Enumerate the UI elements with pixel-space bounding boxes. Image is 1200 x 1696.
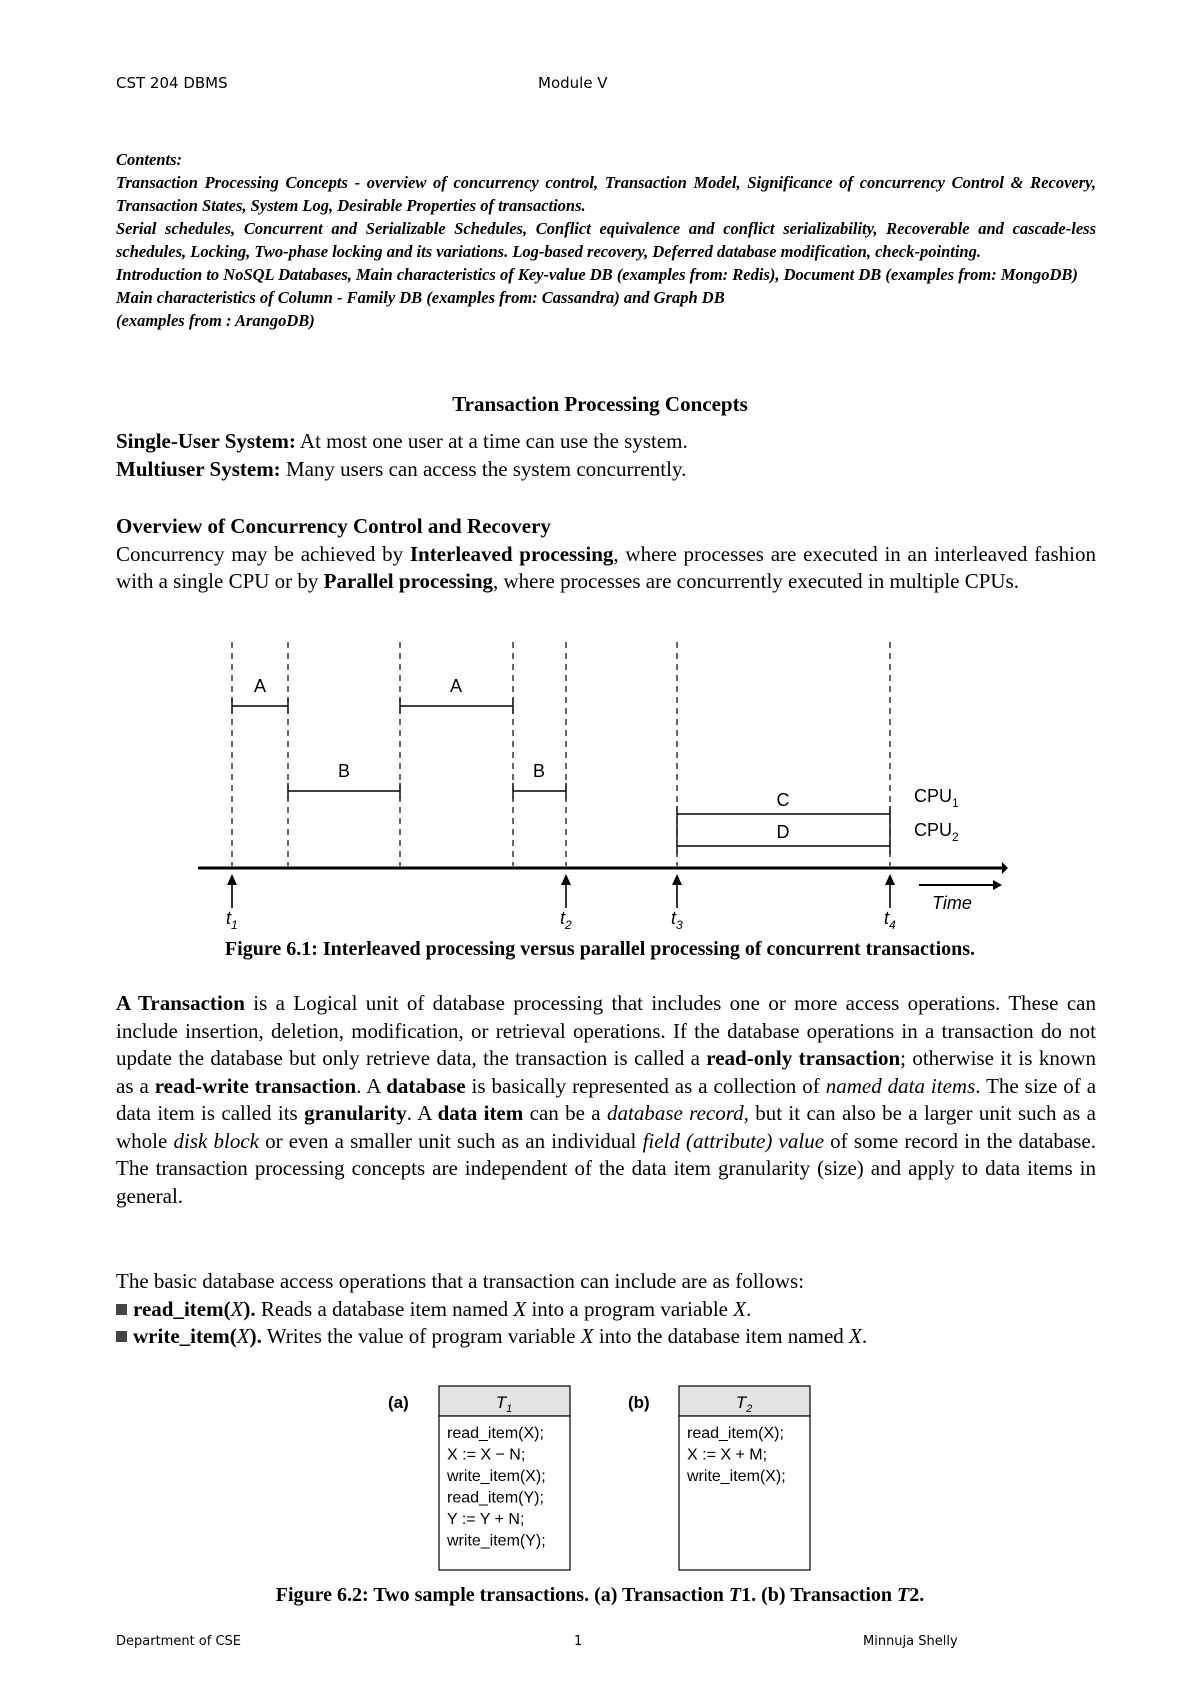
contents-item-4: Main characteristics of Column - Family DB (examples from: Cassandra) and Graph DB <box>116 288 725 307</box>
code-line: X := X − N; <box>447 1446 526 1464</box>
read-item-operation: read_item(X). Reads a database item named X into a program variable X. <box>116 1296 1096 1324</box>
t2-header: $T_2$ <box>735 1393 753 1415</box>
write-item-operation: write_item(X). Writes the value of program variable X into the database item named X. <box>116 1323 1096 1351</box>
code-line: write_item(Y); <box>447 1532 546 1550</box>
overview-section <box>116 513 1096 596</box>
section-title: Transaction Processing Concepts <box>452 392 748 416</box>
header-course: CST 204 DBMS <box>116 74 228 92</box>
bullet-icon <box>116 1304 127 1315</box>
label-t4: $t_4$ <box>884 908 896 932</box>
label-cpu1: $CPU_1$ <box>914 786 959 810</box>
code-line: write_item(X); <box>447 1468 546 1485</box>
single-user-definition: Single-User System: At most one user at a time can use the system. <box>116 429 688 453</box>
label-t1: $t_1$ <box>226 908 238 932</box>
transaction-definition-paragraph: A Transaction is a Logical unit of database processing that includes one or more access operations. These can include insertion, deletion, modification, or retrieval operations. If the database operations in a transaction do not update the database but only retrieve data, the transaction is called a read-only transaction; otherwise it is known as a read-write transaction. A database is basically represented as a collection of named data items. The size of a data item is called its granularity. A data item can be a database record, but it can also be a larger unit such as a whole disk block or even a smaller unit such as an individual field (attribute) value of some record in the database. The transaction processing concepts are independent of the data item granularity (size) and apply to data items in general. <box>116 991 1097 1208</box>
transaction-t1-box <box>439 1386 570 1570</box>
label-t2: $t_2$ <box>560 908 572 932</box>
figure-label-b: (b) <box>628 1393 650 1412</box>
contents-item-1: Transaction Processing Concepts - overview of concurrency control, Transaction Model, Significance of concurrency Control & Recovery, Transaction States, System Log, Desirable Properties of transactions. <box>116 173 1096 215</box>
figure-6-2-caption: Figure 6.2: Two sample transactions. (a) Transaction T1. (b) Transaction T2. <box>275 1584 925 1606</box>
contents-item-5: (examples from : ArangoDB) <box>116 311 315 330</box>
time-guide-lines <box>232 642 890 866</box>
multiuser-definition: Multiuser System: Many users can access the system concurrently. <box>116 456 687 481</box>
label-d: D <box>776 822 790 842</box>
header-module: Module V <box>538 74 608 92</box>
time-axis-arrowhead <box>1002 862 1008 874</box>
label-a-interval-2: A <box>449 676 463 696</box>
code-line: X := X + M; <box>687 1446 768 1464</box>
footer-page-number: 1 <box>574 1634 583 1649</box>
operations-intro: The basic database access operations that a transaction can include are as follows: <box>116 1269 805 1293</box>
contents-item-2: Serial schedules, Concurrent and Serializable Schedules, Conflict equivalence and conflict serializability, Recoverable and cascade-less schedules, Locking, Two-phase locking and its variations. Log-based recovery, Deferred database modification, check-pointing. <box>116 219 1096 261</box>
timestamp-arrows <box>232 880 890 908</box>
label-b-interval-1: B <box>337 761 351 781</box>
figure-label-a: (a) <box>388 1393 409 1412</box>
label-c: C <box>776 790 790 810</box>
contents-label: Contents: <box>116 150 183 169</box>
transaction-t2-box <box>679 1386 810 1570</box>
operations-section <box>116 1268 1096 1351</box>
figure-6-1-caption: Figure 6.1: Interleaved processing versus parallel processing of concurrent transactions. <box>224 938 976 960</box>
label-a-interval-1: A <box>253 676 267 696</box>
code-line: write_item(X); <box>687 1468 786 1485</box>
code-line: read_item(X); <box>687 1425 784 1442</box>
figure-6-2-diagram <box>380 1380 820 1576</box>
code-line: read_item(Y); <box>447 1489 544 1507</box>
label-t3: $t_3$ <box>671 908 683 932</box>
t1-header: $T_1$ <box>495 1393 513 1415</box>
overview-paragraph: Concurrency may be achieved by Interleaved processing, where processes are executed in an interleaved fashion with a single CPU or by Parallel processing, where processes are concurrently executed in multiple CPUs. <box>116 541 1097 593</box>
timestamp-arrowheads <box>227 874 895 885</box>
bullet-icon <box>116 1331 127 1342</box>
footer-department: Department of CSE <box>116 1634 242 1649</box>
code-line: read_item(X); <box>447 1425 544 1442</box>
label-b-interval-2: B <box>532 761 546 781</box>
label-cpu2: $CPU_2$ <box>914 820 959 844</box>
figure-6-1-diagram <box>190 636 1010 936</box>
code-line: Y := Y + N; <box>447 1511 525 1528</box>
footer-author: Minnuja Shelly <box>863 1634 958 1649</box>
overview-heading: Overview of Concurrency Control and Recovery <box>116 514 551 538</box>
contents-item-3: Introduction to NoSQL Databases, Main characteristics of Key-value DB (examples from: Redis), Document DB (examples from: MongoDB) <box>116 265 1078 284</box>
system-definitions <box>116 428 1096 483</box>
contents-block <box>116 148 1096 332</box>
label-time: Time <box>932 893 972 913</box>
transaction-bars <box>232 698 890 854</box>
time-label-arrowhead <box>993 880 1002 890</box>
